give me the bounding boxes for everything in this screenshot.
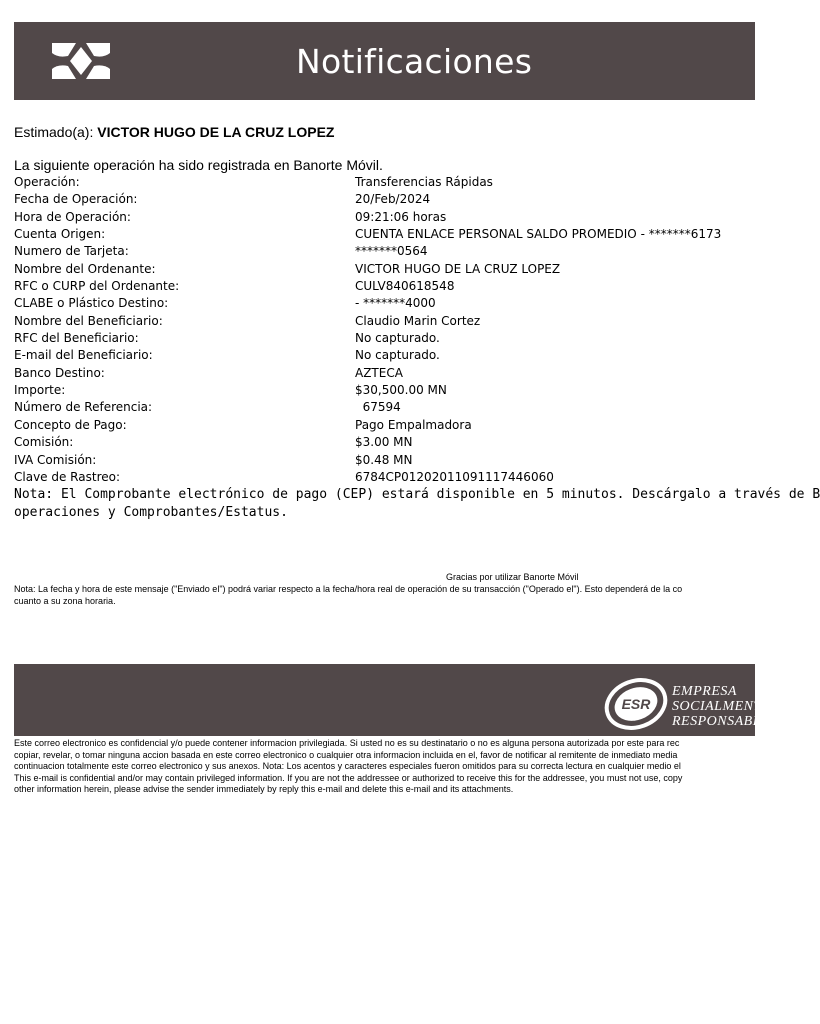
detail-value: - *******4000 [355, 296, 436, 311]
detail-value: 6784CP01202011091117446060 [355, 469, 554, 484]
detail-value: $0.48 MN [355, 452, 413, 467]
detail-row [14, 313, 768, 330]
detail-value: $30,500.00 MN [355, 383, 447, 398]
legal-disclaimer [14, 738, 760, 796]
detail-value: Pago Empalmadora [355, 417, 472, 432]
detail-label: CLABE o Plástico Destino: [14, 296, 169, 311]
detail-value: CUENTA ENLACE PERSONAL SALDO PROMEDIO - *******6173 [355, 227, 722, 242]
esr-line: SOCIALMENTE [672, 699, 771, 714]
disclaimer-line: copiar, revelar, o tomar ninguna accion basada en este correo electronico o cualquier otra informacion incluida en el, favor de notificar al remitente de inmediato media [14, 749, 678, 760]
detail-row [14, 452, 768, 469]
detail-row [14, 295, 768, 312]
detail-label: Concepto de Pago: [14, 417, 127, 432]
detail-row [14, 243, 768, 260]
detail-label: Cuenta Origen: [14, 227, 106, 242]
detail-label: Nombre del Beneficiario: [14, 313, 163, 328]
detail-label: Operación: [14, 175, 80, 189]
detail-label: Banco Destino: [14, 365, 105, 380]
timezone-note-line: cuanto a su zona horaria. [14, 595, 116, 606]
greeting [14, 124, 334, 140]
esr-logo-icon [602, 676, 670, 732]
banorte-logo-icon [48, 39, 114, 83]
esr-logo-text: ESR [621, 696, 651, 712]
esr-line: EMPRESA [672, 684, 737, 699]
detail-row [14, 174, 768, 191]
detail-label: Numero de Tarjeta: [14, 244, 129, 259]
detail-row [14, 347, 768, 364]
detail-label: Número de Referencia: [14, 400, 153, 415]
cep-note [14, 486, 820, 522]
detail-value: 67594 [355, 400, 401, 415]
disclaimer-line: other information herein, please advise the sender immediately by reply this e-mail and delete this e-mail and its attachments. [14, 784, 514, 795]
detail-value: CULV840618548 [355, 279, 455, 294]
detail-row [14, 226, 768, 243]
detail-row [14, 330, 768, 347]
detail-row [14, 278, 768, 295]
detail-label: IVA Comisión: [14, 452, 97, 467]
detail-label: Clave de Rastreo: [14, 469, 121, 484]
detail-label: RFC o CURP del Ordenante: [14, 279, 180, 294]
timezone-note-line: Nota: La fecha y hora de este mensaje ("Enviado el") podrá variar respecto a la fecha/hora real de operación de su transacción ("Operado el"). Esto dependerá de la co [14, 584, 683, 594]
detail-value: *******0564 [355, 244, 428, 259]
disclaimer-line: continuacion totalmente este correo electronico y sus anexos. Nota: Los acentos y caracteres especiales fueron omitidos para su correcta lectura en cualquier medio el [14, 761, 681, 772]
detail-row [14, 209, 768, 226]
greeting-prefix: Estimado(a): [14, 124, 94, 140]
disclaimer-line: Este correo electronico es confidencial y/o puede contener informacion privilegiada. Si usted no es su destinatario o no es alguna persona autorizada por este para rec [14, 738, 680, 748]
detail-row [14, 365, 768, 382]
detail-value: Claudio Marin Cortez [355, 313, 481, 328]
timezone-note [14, 584, 760, 607]
detail-value: $3.00 MN [355, 435, 413, 450]
detail-row [14, 417, 768, 434]
cep-note-line: Nota: El Comprobante electrónico de pago (CEP) estará disponible en 5 minutos. Descárgalo a través de B [14, 487, 820, 502]
detail-row [14, 261, 768, 278]
detail-value: 20/Feb/2024 [355, 192, 431, 207]
thanks-text: Gracias por utilizar Banorte Móvil [446, 572, 579, 582]
disclaimer-line: This e-mail is confidential and/or may contain privileged information. If you are not the addressee or authorized to receive this for the addressee, you must not use, copy [14, 772, 683, 783]
detail-label: Fecha de Operación: [14, 192, 138, 207]
detail-value: 09:21:06 horas [355, 209, 447, 224]
detail-value: AZTECA [355, 365, 403, 380]
customer-name: VICTOR HUGO DE LA CRUZ LOPEZ [97, 124, 335, 140]
detail-value: No capturado. [355, 331, 440, 346]
cep-note-line: operaciones y Comprobantes/Estatus. [14, 505, 288, 520]
detail-label: Nombre del Ordenante: [14, 261, 156, 276]
detail-value: No capturado. [355, 348, 440, 363]
notification-header [14, 22, 755, 100]
operation-details [14, 174, 768, 486]
footer-banner [14, 664, 771, 736]
esr-line: RESPONSABLE [672, 714, 771, 729]
detail-label: Comisión: [14, 435, 74, 450]
detail-label: RFC del Beneficiario: [14, 331, 139, 346]
detail-row [14, 191, 768, 208]
detail-row [14, 469, 768, 486]
intro-text: La siguiente operación ha sido registrada en Banorte Móvil. [14, 157, 383, 173]
detail-row [14, 382, 768, 399]
detail-value: Transferencias Rápidas [355, 175, 493, 189]
detail-label: E-mail del Beneficiario: [14, 348, 153, 363]
esr-label [672, 684, 771, 729]
detail-row [14, 434, 768, 451]
detail-label: Importe: [14, 383, 66, 398]
detail-label: Hora de Operación: [14, 209, 131, 224]
page-title: Notificaciones [296, 42, 533, 81]
detail-row [14, 399, 768, 416]
detail-value: VICTOR HUGO DE LA CRUZ LOPEZ [355, 261, 561, 276]
